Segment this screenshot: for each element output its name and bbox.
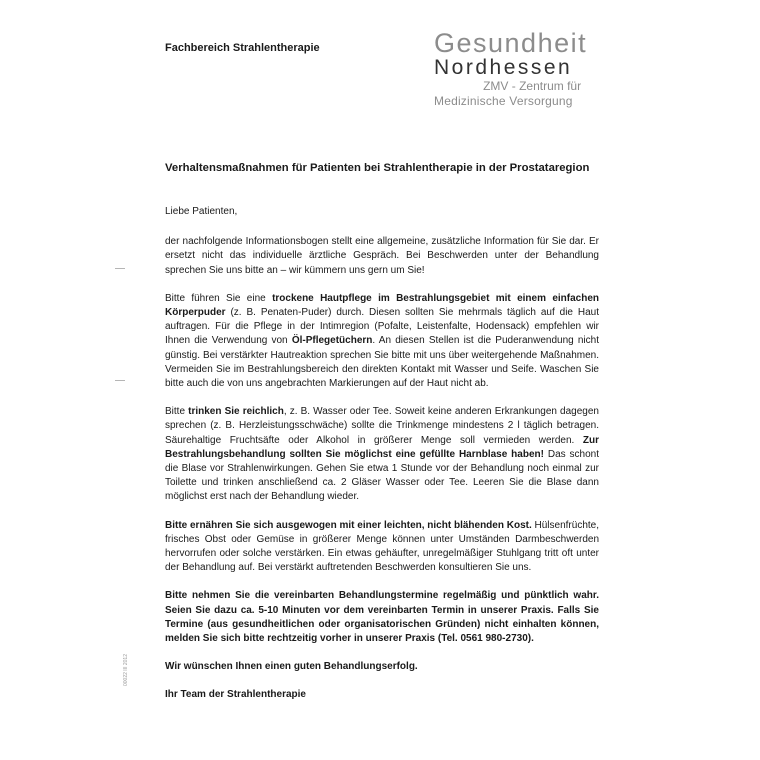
side-document-code: 00022 III 2012: [123, 654, 129, 686]
diet-paragraph: [165, 519, 599, 576]
fold-mark-top: [115, 268, 125, 269]
closing-bold: Ihr Team der Strahlentherapie: [165, 689, 306, 701]
letter-body: [165, 205, 599, 717]
diet-text: Hülsenfrüchte, frisches Obst oder Gemüse in größerer Menge können unter Umständen Darmbeschwerden hervorrufen oder solche verstärken. Ein etwas gehäufter, unregelmäßiger Stuhlgang tritt oft unter der Behandlung auf. Bei verstärkt auftretenden Beschwerden konsultieren Sie uns.: [165, 519, 600, 574]
logo-line-1: Gesundheit: [434, 28, 588, 58]
drink-text-1: Bitte: [165, 406, 189, 418]
drink-bold-2: Zur Bestrahlungsbehandlung sollten Sie möglichst eine gefüllte Harnblase haben!: [165, 434, 599, 460]
logo-line-4: Medizinische Versorgung: [434, 94, 573, 108]
logo: [434, 30, 587, 107]
drinking-paragraph: [165, 405, 599, 504]
skin-bold-1: trockene Hautpflege im Bestrahlungsgebiet mit einem einfachen Körperpuder: [165, 292, 600, 319]
skin-text-1: Bitte führen Sie eine: [165, 292, 273, 304]
skin-bold-2: Öl-Pflegetüchern: [291, 335, 373, 347]
document-title: Verhaltensmaßnahmen für Patienten bei Strahlentherapie in der Prostataregion: [165, 162, 590, 174]
wish-bold: Wir wünschen Ihnen einen guten Behandlungserfolg.: [165, 661, 418, 673]
department-label: Fachbereich Strahlentherapie: [165, 42, 320, 54]
intro-paragraph: der nachfolgende Informationsbogen stellt eine allgemeine, zusätzliche Information für Sie dar. Er ersetzt nicht das individuelle ärztliche Gespräch. Bei Beschwerden unter der Behandlung sprechen Sie uns bitte an – wir kümmern uns gern um Sie!: [165, 236, 599, 276]
closing-paragraph: [165, 688, 599, 702]
drink-text-3: Das schont die Blase vor Strahlenwirkungen. Gehen Sie etwa 1 Stunde vor der Behandlung noch einmal zur Toilette und trinken anschließend ca. 2 Gläser Wasser oder Tee. Leeren Sie die Blase dann möglichst erst nach der Behandlung wieder.: [165, 448, 599, 503]
skin-care-paragraph: [165, 292, 599, 391]
drink-text-2: , z. B. Wasser oder Tee. Soweit keine anderen Erkrankungen dagegen sprechen (z. B. Herzleistungsschwäche) sollte die Trinkmenge mindestens 2 l täglich betragen. Säurehaltige Fruchtsäfte oder Alkohol in größerer Menge soll vermieden werden.: [165, 406, 599, 446]
skin-text-2: (z. B. Penaten-Puder) durch. Diesen sollten Sie mehrmals täglich auf die Haut auftragen. Für die Pflege in der Intimregion (Pofalte, Leistenfalte, Hodensack) empfehlen wir Ihnen die Verwendung von: [165, 307, 599, 347]
diet-bold: Bitte ernähren Sie sich ausgewogen mit einer leichten, nicht blähenden Kost.: [165, 519, 532, 531]
salutation: Liebe Patienten,: [165, 206, 238, 217]
appointments-paragraph: [165, 589, 599, 646]
fold-mark-bottom: [115, 380, 125, 381]
skin-text-3: . An diesen Stellen ist die Puderanwendung nicht günstig. Bei verstärkter Hautreaktion sprechen Sie bitte mit uns über weitergehende Maßnahmen. Vermeiden Sie im Bestrahlungsbereich den direkten Kontakt mit Wasser und Seife. Waschen Sie bitte auch die von uns angebrachten Markierungen auf der Haut nicht ab.: [165, 335, 599, 390]
logo-line-3: ZMV - Zentrum für: [483, 79, 582, 93]
wish-paragraph: [165, 660, 599, 674]
drink-bold-1: trinken Sie reichlich: [188, 406, 284, 418]
appointments-bold: Bitte nehmen Sie die vereinbarten Behandlungstermine regelmäßig und pünktlich wahr. Seien Sie dazu ca. 5-10 Minuten vor dem vereinbarten Termin in unserer Praxis. Falls Sie Termine (aus gesundheitlichen oder organisatorischen Gründen) nicht einhalten können, melden Sie sich bitte rechtzeitig vorher in unserer Praxis (Tel. 0561 980-2730).: [165, 590, 599, 645]
logo-line-2: Nordhessen: [434, 56, 573, 79]
